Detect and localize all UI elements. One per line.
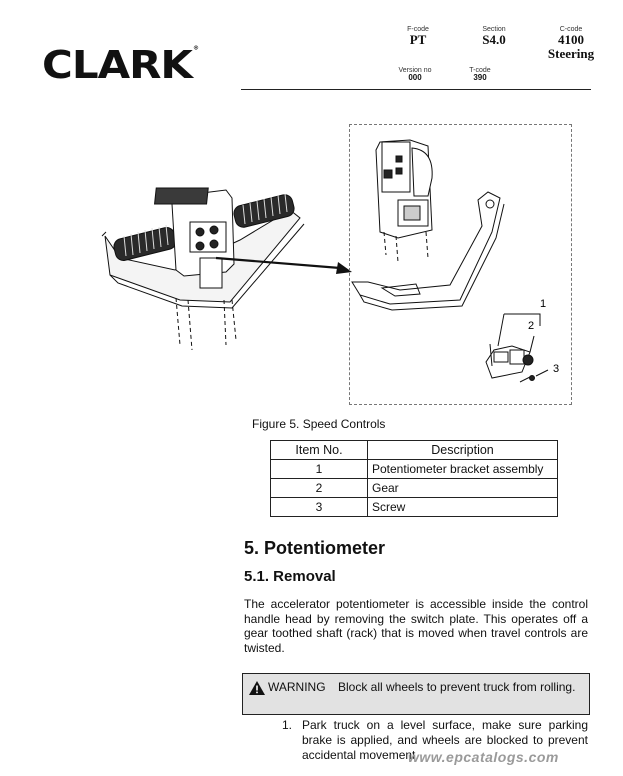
watermark: www.epcatalogs.com — [408, 749, 559, 765]
version-label: Version no — [398, 67, 432, 74]
step-text: Park truck on a level surface, make sure parking brake is applied, and wheels are blocked to prevent accidental movement. — [302, 718, 588, 762]
table-header-row — [271, 441, 558, 460]
fcode-label: F-code — [407, 26, 429, 33]
section-value: S4.0 — [482, 32, 506, 48]
cell-description: Gear — [368, 479, 558, 498]
detail-inset-frame — [349, 124, 572, 405]
logo-text: CLARK — [42, 42, 192, 88]
ccode-value: 4100 — [558, 32, 584, 48]
fcode-value: PT — [409, 32, 427, 48]
cell-item-no: 2 — [271, 479, 368, 498]
callout-3: 3 — [553, 363, 560, 375]
table-row — [271, 479, 558, 498]
cell-description: Screw — [368, 498, 558, 517]
ccode-label: C-code — [559, 26, 583, 33]
cell-item-no: 3 — [271, 498, 368, 517]
table-row — [271, 498, 558, 517]
section-heading: 5. Potentiometer — [244, 538, 386, 558]
subsection-heading: 5.1. Removal — [244, 568, 336, 585]
version-value: 000 — [408, 73, 422, 83]
left-grip — [112, 225, 177, 262]
table-row — [271, 460, 558, 479]
callout-1: 1 — [540, 298, 547, 310]
column-header-description: Description — [368, 441, 558, 460]
registered-mark: ® — [192, 44, 198, 52]
cell-item-no: 1 — [271, 460, 368, 479]
tcode-value: 390 — [473, 73, 487, 83]
body-paragraph: The accelerator potentiometer is accessible inside the control handle head by removing the switch plate. This operates off a gear toothed shaft (rack) that is moved when travel controls are twisted. — [244, 597, 588, 655]
figure-caption: Figure 5. Speed Controls — [252, 417, 386, 431]
warning-box — [242, 673, 590, 715]
column-header-item-no: Item No. — [271, 441, 368, 460]
item-table — [270, 440, 558, 517]
warning-label: WARNING — [268, 680, 326, 694]
warning-text: Block all wheels to prevent truck from rolling. — [338, 680, 576, 694]
cell-description: Potentiometer bracket assembly — [368, 460, 558, 479]
callout-2: 2 — [528, 320, 535, 332]
ccode-value2: Steering — [547, 45, 595, 61]
warning-icon — [249, 681, 265, 695]
tcode-label: T-code — [469, 67, 491, 74]
step-number: 1. — [282, 718, 293, 732]
section-label: Section — [482, 26, 506, 33]
